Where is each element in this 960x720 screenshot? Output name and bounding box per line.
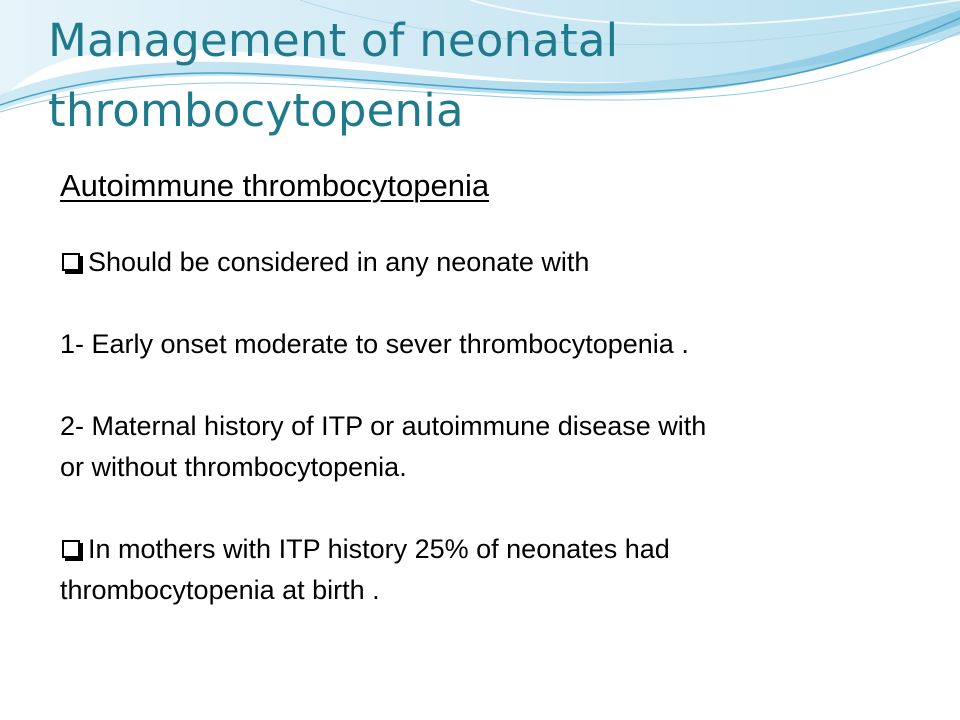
spacer: [60, 283, 910, 324]
bullet-2-text-line-1: In mothers with ITP history 25% of neonates had: [88, 534, 670, 564]
numbered-item-2-line-1: 2- Maternal history of ITP or autoimmune disease with: [60, 411, 707, 441]
bullet-item-2: [60, 529, 910, 570]
title-line-2: thrombocytopenia: [48, 84, 464, 137]
checkbox-bullet-icon: [62, 253, 80, 271]
bullet-item-1: [60, 242, 910, 283]
numbered-item-1: 1- Early onset moderate to sever thrombocytopenia .: [60, 329, 689, 359]
title-line-1: Management of neonatal: [48, 14, 619, 67]
slide-title: [48, 6, 888, 146]
slide-body: [60, 160, 910, 611]
spacer: [60, 365, 910, 406]
bullet-2-text-line-2: thrombocytopenia at birth .: [60, 575, 380, 605]
section-subtitle: Autoimmune thrombocytopenia: [60, 168, 490, 203]
spacer: [60, 488, 910, 529]
checkbox-bullet-icon: [62, 540, 80, 558]
numbered-item-2-line-2: or without thrombocytopenia.: [60, 452, 407, 482]
bullet-1-text: Should be considered in any neonate with: [88, 247, 590, 277]
